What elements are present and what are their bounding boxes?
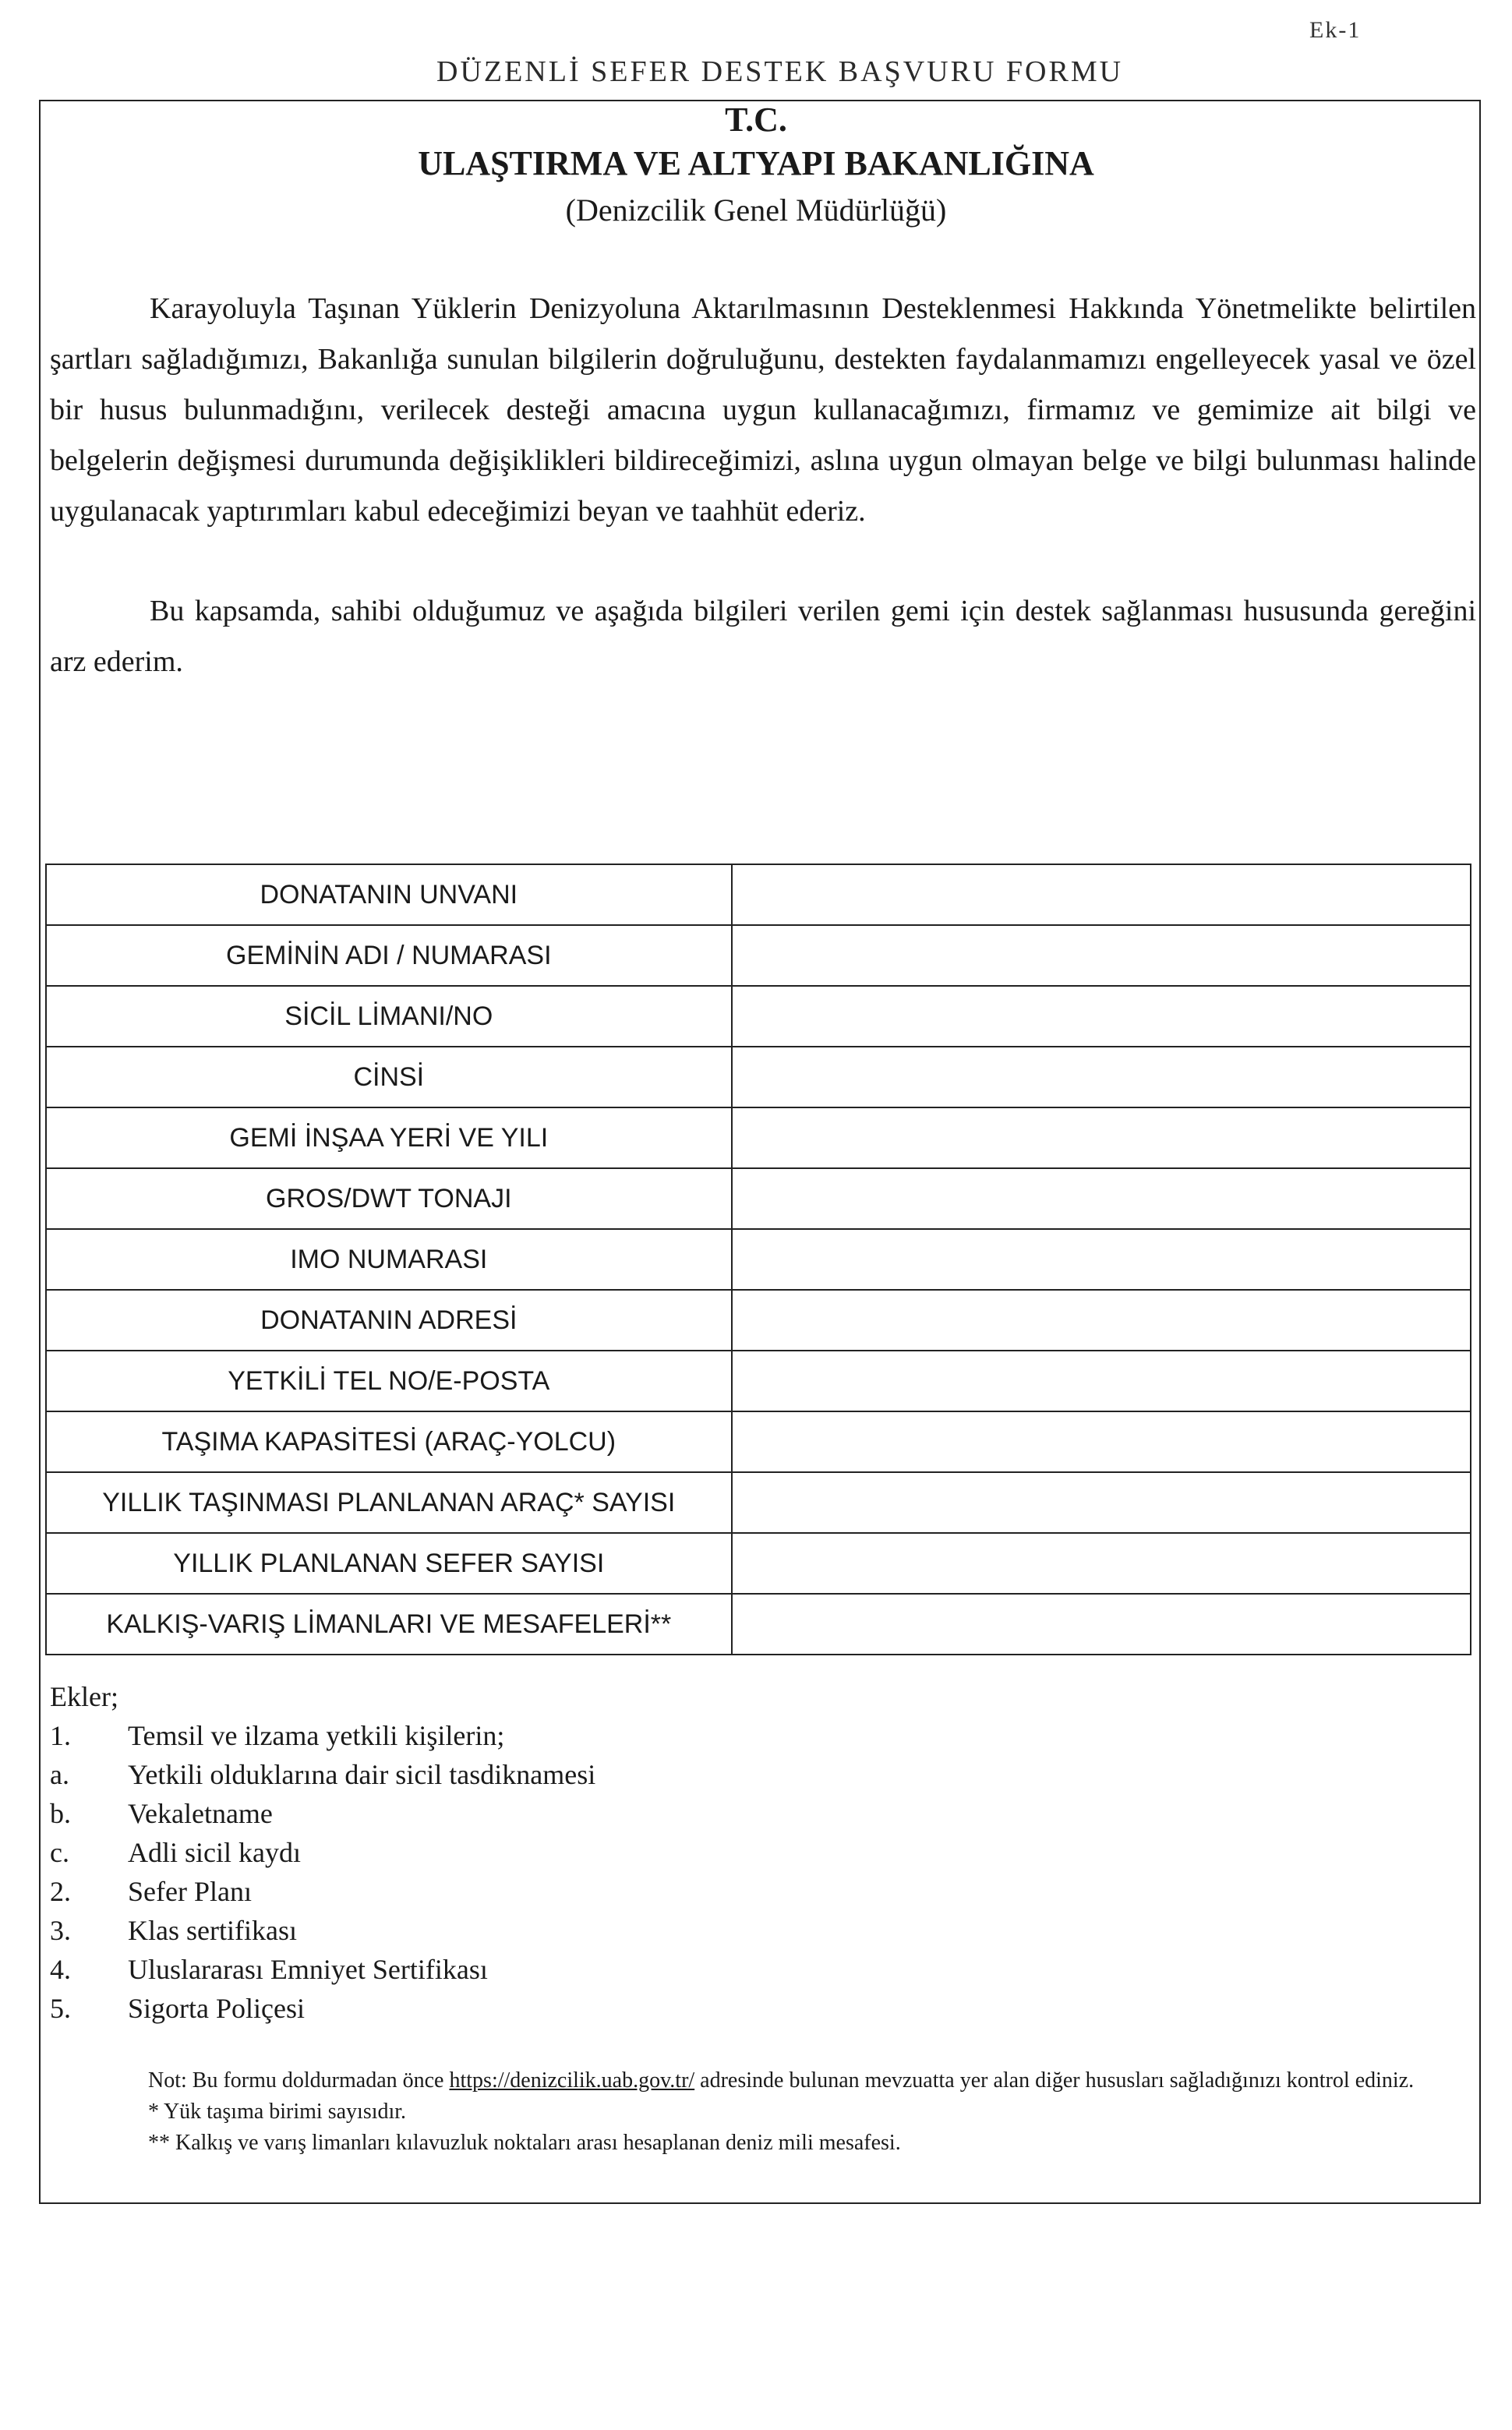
field-value[interactable] — [732, 1047, 1471, 1107]
note-link[interactable]: https://denizcilik.uab.gov.tr/ — [449, 2068, 695, 2093]
field-label: SİCİL LİMANI/NO — [46, 986, 732, 1047]
field-label: YETKİLİ TEL NO/E-POSTA — [46, 1351, 732, 1411]
footnote-distance: ** Kalkış ve varış limanları kılavuzluk noktaları arası hesaplanan deniz mili mesafesi. — [148, 2131, 901, 2155]
field-label: DONATANIN ADRESİ — [46, 1290, 732, 1351]
field-value[interactable] — [732, 1229, 1471, 1290]
list-item-text: Uluslararası Emniyet Sertifikası — [128, 1954, 488, 1985]
field-value[interactable] — [732, 864, 1471, 925]
attachments-list — [50, 1677, 595, 2028]
heading-ministry: ULAŞTIRMA VE ALTYAPI BAKANLIĞINA — [418, 144, 1094, 182]
note-prefix: Not: Bu formu doldurmadan önce — [148, 2068, 444, 2093]
list-item-text: Adli sicil kaydı — [128, 1837, 301, 1868]
list-item-text: Vekaletname — [128, 1798, 273, 1829]
field-value[interactable] — [732, 925, 1471, 986]
list-item-text: Sefer Planı — [128, 1876, 252, 1907]
list-item — [50, 1833, 595, 1872]
form-title: DÜZENLİ SEFER DESTEK BAŞVURU FORMU — [436, 55, 1124, 88]
table-row — [46, 1168, 1471, 1229]
note-line — [148, 2065, 1473, 2096]
list-item — [50, 1989, 595, 2028]
table-row — [46, 1107, 1471, 1168]
field-label: GEMİNİN ADI / NUMARASI — [46, 925, 732, 986]
table-row — [46, 1472, 1471, 1533]
field-value[interactable] — [732, 1168, 1471, 1229]
list-item-number: 5. — [50, 1993, 71, 2024]
field-label: GEMİ İNŞAA YERİ VE YILI — [46, 1107, 732, 1168]
table-row — [46, 1533, 1471, 1594]
list-item — [50, 1794, 595, 1833]
list-item-text: Temsil ve ilzama yetkili kişilerin; — [128, 1720, 505, 1751]
list-item — [50, 1911, 595, 1950]
field-value[interactable] — [732, 1290, 1471, 1351]
list-item — [50, 1872, 595, 1911]
field-label: DONATANIN UNVANI — [46, 864, 732, 925]
field-value[interactable] — [732, 1411, 1471, 1472]
list-item-number: a. — [50, 1759, 69, 1790]
field-label: KALKIŞ-VARIŞ LİMANLARI VE MESAFELERİ** — [46, 1594, 732, 1655]
footnote-vehicle: * Yük taşıma birimi sayısıdır. — [148, 2100, 407, 2124]
note-suffix: adresinde bulunan mevzuatta yer alan diğer hususları sağladığınızı kontrol ediniz. — [700, 2068, 1415, 2093]
table-row — [46, 864, 1471, 925]
field-label: YILLIK TAŞINMASI PLANLANAN ARAÇ* SAYISI — [46, 1472, 732, 1533]
list-item-number: 3. — [50, 1915, 71, 1946]
table-row — [46, 1411, 1471, 1472]
list-item — [50, 1755, 595, 1794]
list-item — [50, 1950, 595, 1989]
list-item-number: 2. — [50, 1876, 71, 1907]
table-row — [46, 1594, 1471, 1655]
ship-info-table — [45, 864, 1471, 1655]
list-item — [50, 1716, 595, 1755]
field-label: IMO NUMARASI — [46, 1229, 732, 1290]
list-item-number: 4. — [50, 1954, 71, 1985]
table-row — [46, 1351, 1471, 1411]
heading-tc: T.C. — [725, 101, 787, 139]
list-item-number: b. — [50, 1798, 71, 1829]
field-value[interactable] — [732, 1533, 1471, 1594]
request-paragraph: Bu kapsamda, sahibi olduğumuz ve aşağıda bilgileri verilen gemi için destek sağlanması hususunda gereğini arz ederim. — [50, 595, 1476, 678]
attachments-title: Ekler; — [50, 1681, 118, 1712]
table-row — [46, 1229, 1471, 1290]
list-item-number: 1. — [50, 1720, 71, 1751]
heading-directorate: (Denizcilik Genel Müdürlüğü) — [565, 192, 947, 228]
field-value[interactable] — [732, 1594, 1471, 1655]
list-item-text: Klas sertifikası — [128, 1915, 297, 1946]
list-item-number: c. — [50, 1837, 69, 1868]
field-label: YILLIK PLANLANAN SEFER SAYISI — [46, 1533, 732, 1594]
field-value[interactable] — [732, 986, 1471, 1047]
list-item-text: Yetkili olduklarına dair sicil tasdiknamesi — [128, 1759, 596, 1790]
footnotes — [148, 2065, 1473, 2159]
field-value[interactable] — [732, 1107, 1471, 1168]
list-item-text: Sigorta Poliçesi — [128, 1993, 305, 2024]
field-value[interactable] — [732, 1351, 1471, 1411]
table-row — [46, 925, 1471, 986]
field-label: TAŞIMA KAPASİTESİ (ARAÇ-YOLCU) — [46, 1411, 732, 1472]
annex-label: Ek-1 — [1309, 17, 1362, 43]
table-row — [46, 1290, 1471, 1351]
field-label: GROS/DWT TONAJI — [46, 1168, 732, 1229]
table-row — [46, 986, 1471, 1047]
field-label: CİNSİ — [46, 1047, 732, 1107]
field-value[interactable] — [732, 1472, 1471, 1533]
declaration-paragraph: Karayoluyla Taşınan Yüklerin Denizyoluna Aktarılmasının Desteklenmesi Hakkında Yönetmelikte belirtilen şartları sağladığımızı, Bakanlığa sunulan bilgilerin doğruluğunu, destekten faydalanmamızı engelleyecek yasal ve özel bir husus bulunmadığını, verilecek desteği amacına uygun kullanacağımızı, firmamız ve gemimize ait bilgi ve belgelerin değişmesi durumunda değişiklikleri bildireceğimizi, aslına uygun olmayan belge ve bilgi bulunması halinde uygulanacak yaptırımları kabul edeceğimizi beyan ve taahhüt ederiz. — [50, 292, 1476, 528]
table-row — [46, 1047, 1471, 1107]
